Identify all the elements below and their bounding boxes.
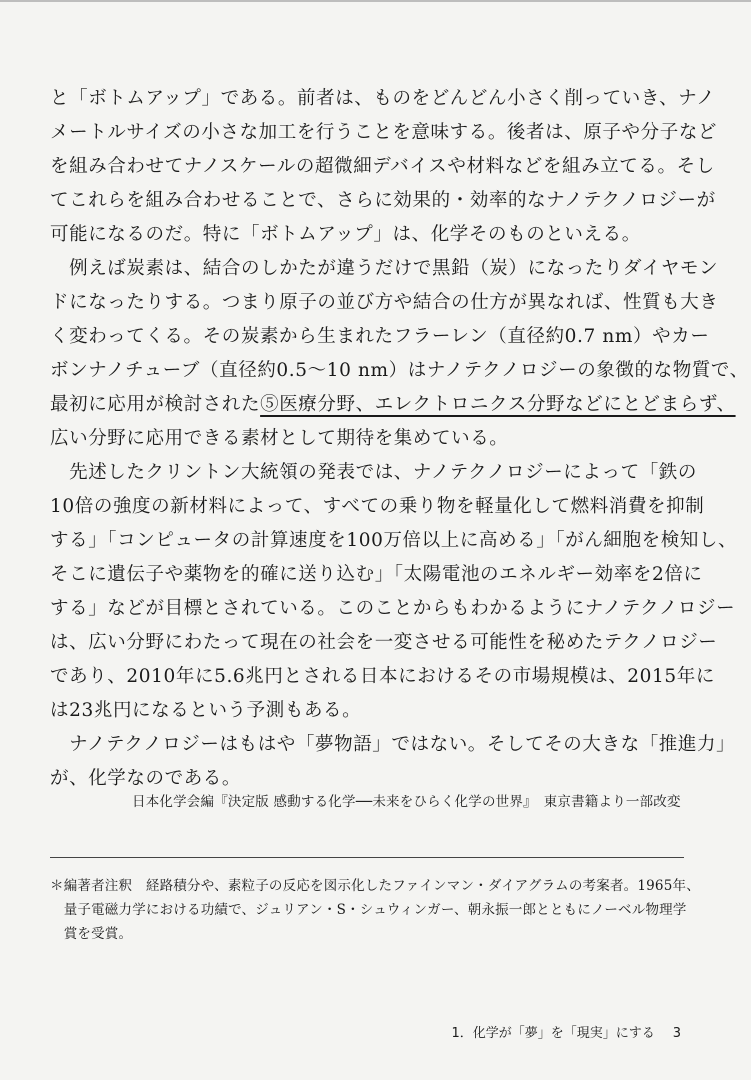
- body-line: ボンナノチューブ（直径約0.5～10 nm）はナノテクノロジーの象徴的な物質で、: [50, 360, 749, 381]
- body-line: する」などが目標とされている。このことからもわかるようにナノテクノロジー: [50, 598, 736, 619]
- body-line: であり、2010年に5.6兆円とされる日本におけるその市場規模は、2015年に: [50, 666, 715, 687]
- body-line: 10倍の強度の新材料によって、すべての乗り物を軽量化して燃料消費を抑制: [50, 496, 705, 517]
- footnote-line: 賞を受賞。: [50, 926, 133, 942]
- source-citation: 日本化学会編『決定版 感動する化学──未来をひらく化学の世界』 東京書籍より一部改変: [132, 794, 681, 810]
- body-line-with-underline: [50, 388, 736, 422]
- body-line-text: 最初に応用が検討された: [50, 394, 261, 415]
- body-line: てこれらを組み合わせることで、さらに効果的・効率的なナノテクノロジーが: [50, 190, 716, 211]
- body-line: ドになったりする。つまり原子の並び方や結合の仕方が異なれば、性質も大き: [50, 292, 719, 313]
- body-line: 可能になるのだ。特に「ボトムアップ」は、化学そのものといえる。: [50, 224, 641, 245]
- body-line: ナノテクノロジーはもはや「夢物語」ではない。そしてその大きな「推進力」: [50, 734, 736, 755]
- body-line: が、化学なのである。: [50, 768, 242, 789]
- body-line: と「ボトムアップ」である。前者は、ものをどんどん小さく削っていき、ナノ: [50, 88, 716, 109]
- body-line: メートルサイズの小さな加工を行うことを意味する。後者は、原子や分子など: [50, 122, 718, 143]
- chapter-title: 1．化学が「夢」を「現実」にする: [451, 1026, 655, 1041]
- underlined-phrase: ⑤医療分野、エレクトロニクス分野などにとどまらず、: [260, 394, 736, 415]
- body-line: を組み合わせてナノスケールの超微細デバイスや材料などを組み立てる。そし: [50, 156, 715, 177]
- body-line: そこに遺伝子や薬物を的確に送り込む」「太陽電池のエネルギー効率を2倍に: [50, 564, 703, 585]
- body-line: は23兆円になるという予測もある。: [50, 700, 362, 721]
- body-line: する」「コンピュータの計算速度を100万倍以上に高める」「がん細胞を検知し、: [50, 530, 738, 551]
- body-line: 例えば炭素は、結合のしかたが違うだけで黒鉛（炭）になったりダイヤモン: [50, 258, 719, 279]
- footnote-divider: [50, 857, 684, 858]
- top-edge-line: [0, 0, 751, 2]
- running-footer: [451, 1024, 681, 1044]
- body-line: は、広い分野にわたって現在の社会を一変させる可能性を秘めたテクノロジー: [50, 632, 718, 653]
- footnote-line: ＊編著者注釈 経路積分や、素粒子の反応を図示化したファインマン・ダイアグラムの考案者。1965年、: [50, 878, 700, 894]
- body-line: 先述したクリントン大統領の発表では、ナノテクノロジーによって「鉄の: [50, 462, 697, 483]
- footnote-line: 量子電磁力学における功績で、ジュリアン・S・シュウィンガー、朝永振一郎とともにノーベル物理学: [50, 902, 687, 918]
- body-line: 広い分野に応用できる素材として期待を集めている。: [50, 428, 509, 449]
- body-line: く変わってくる。その炭素から生まれたフラーレン（直径約0.7 nm）やカー: [50, 326, 710, 347]
- page-number: 3: [672, 1026, 681, 1041]
